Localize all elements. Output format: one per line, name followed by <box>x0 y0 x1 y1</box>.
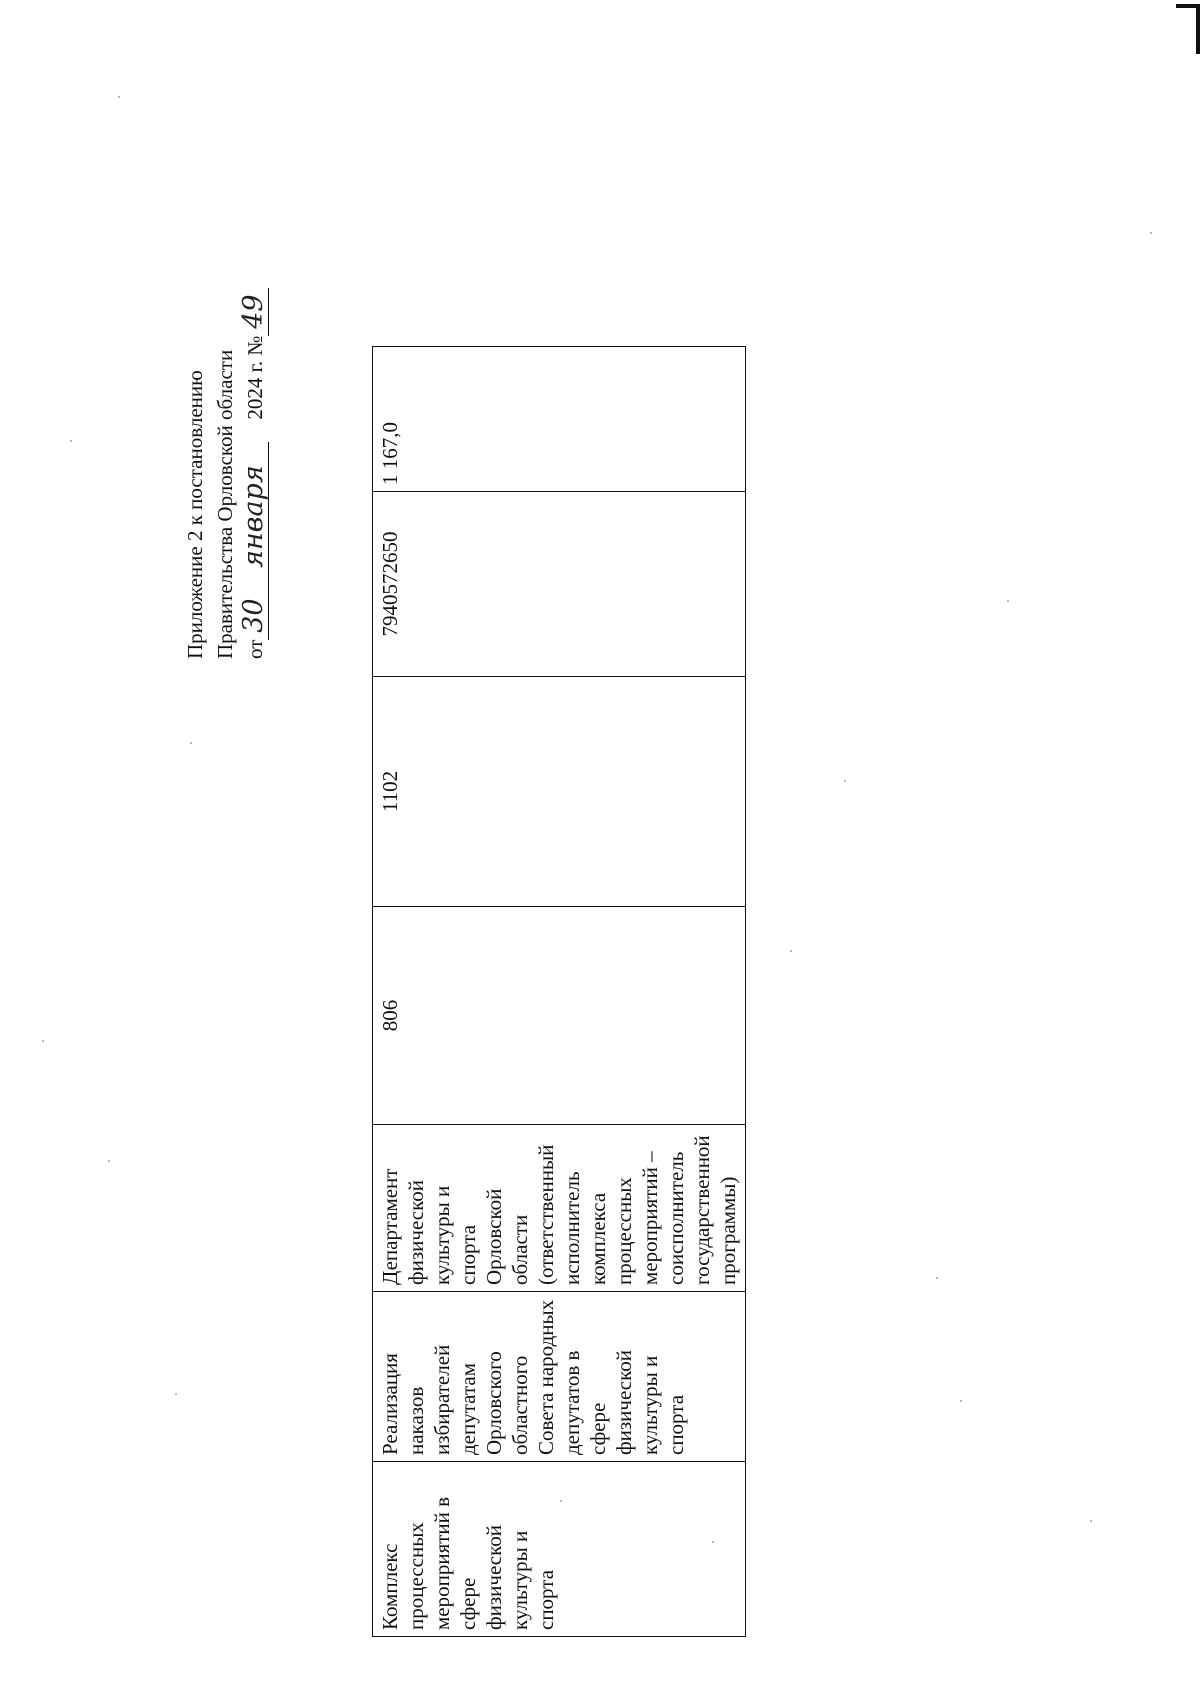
appendix-header <box>180 288 270 659</box>
header-line-1: Приложение 2 к постановлению <box>183 370 207 659</box>
cell-section-code: 1102 <box>373 677 746 907</box>
doc-number-handwritten: 49 <box>240 288 269 336</box>
cell-target-article-code: 7940572650 <box>373 492 746 677</box>
cell-amount: 1 167,0 <box>373 347 746 492</box>
funding-table <box>372 346 746 1637</box>
cell-grbs-code: 806 <box>373 907 746 1125</box>
date-month-handwritten: января <box>240 442 269 592</box>
header-prefix: от <box>243 639 267 659</box>
date-year-label: 2024 г. № <box>243 335 267 420</box>
cell-measure-name: Реализация наказов избирателей депутатам Орловского областного Совета народных депутатов в сфере физической культуры и спорта <box>373 1292 746 1462</box>
date-day-handwritten: 30 <box>240 592 269 640</box>
header-date-line <box>240 288 270 659</box>
cell-executor: Департамент физической культуры и спорта Орловской области (ответственный исполнитель комплекса процессных мероприятий – соисполнитель государственной программы) <box>373 1125 746 1292</box>
cell-complex-name: Комплекс процессных мероприятий в сфере физической культуры и спорта <box>373 1462 746 1637</box>
header-line-2: Правительства Орловской области <box>213 349 237 659</box>
table-row <box>373 347 746 1637</box>
